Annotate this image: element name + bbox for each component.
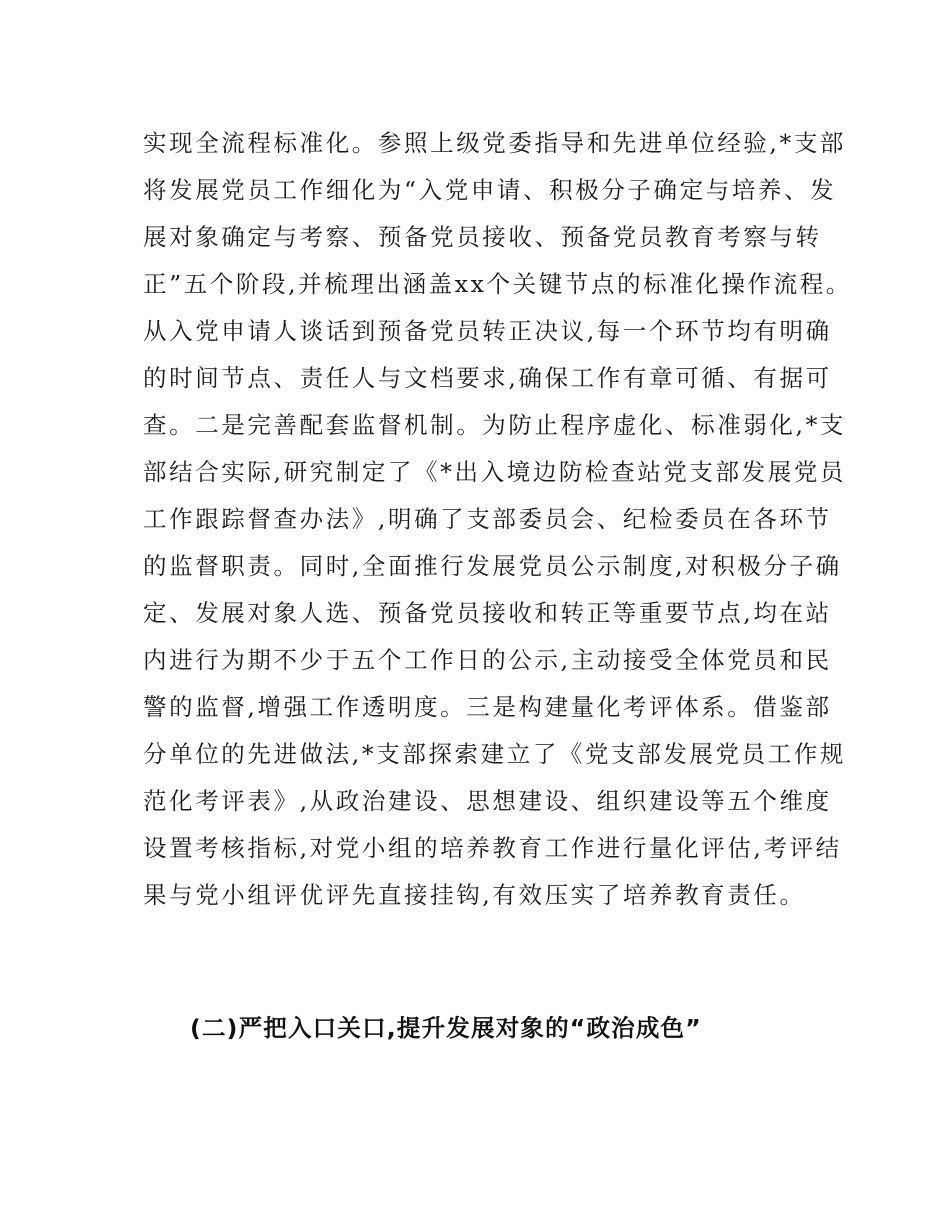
paragraph-line: 内进行为期不少于五个工作日的公示,主动接受全体党员和民	[143, 646, 832, 674]
section-heading: (二)严把入口关口,提升发展对象的“政治成色”	[190, 1014, 702, 1042]
paragraph-line: 查。二是完善配套监督机制。为防止程序虚化、标准弱化,*支	[143, 411, 847, 439]
paragraph-line: 果与党小组评优评先直接挂钩,有效压实了培养教育责任。	[143, 881, 806, 909]
paragraph-line: 从入党申请人谈话到预备党员转正决议,每一个环节均有明确	[143, 317, 832, 345]
paragraph-line: 定、发展对象人选、预备党员接收和转正等重要节点,均在站	[143, 599, 832, 627]
paragraph-line: 正”五个阶段,并梳理出涵盖xx个关键节点的标准化操作流程。	[143, 270, 852, 298]
paragraph-line: 范化考评表》,从政治建设、思想建设、组织建设等五个维度	[143, 787, 832, 815]
body-paragraph	[143, 120, 852, 919]
paragraph-line: 展对象确定与考察、预备党员接收、预备党员教育考察与转	[143, 223, 822, 251]
paragraph-line: 警的监督,增强工作透明度。三是构建量化考评体系。借鉴部	[143, 693, 832, 721]
paragraph-line: 的监督职责。同时,全面推行发展党员公示制度,对积极分子确	[143, 552, 842, 580]
paragraph-line: 部结合实际,研究制定了《*出入境边防检查站党支部发展党员	[143, 458, 847, 486]
paragraph-line: 将发展党员工作细化为“入党申请、积极分子确定与培养、发	[143, 176, 837, 204]
paragraph-line: 设置考核指标,对党小组的培养教育工作进行量化评估,考评结	[143, 834, 842, 862]
paragraph-line: 实现全流程标准化。参照上级党委指导和先进单位经验,*支部	[143, 129, 847, 157]
paragraph-line: 分单位的先进做法,*支部探索建立了《党支部发展党员工作规	[143, 740, 847, 768]
paragraph-line: 工作跟踪督查办法》,明确了支部委员会、纪检委员在各环节	[143, 505, 832, 533]
paragraph-line: 的时间节点、责任人与文档要求,确保工作有章可循、有据可	[143, 364, 832, 392]
